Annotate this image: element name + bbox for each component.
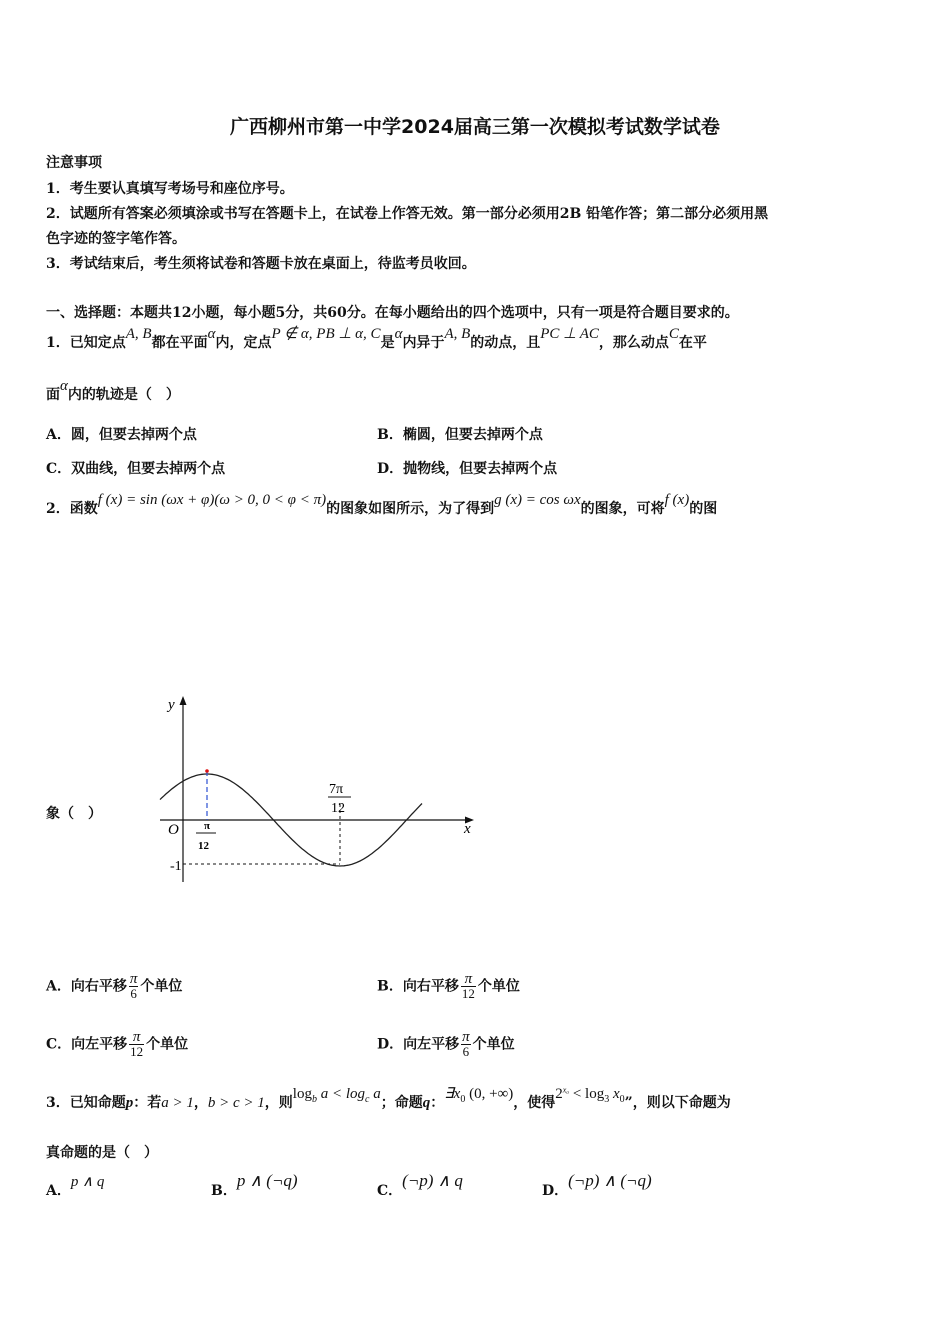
math-c: C	[668, 326, 679, 342]
question-3-line-1: 3．已知命题p：若a > 1，b > c > 1，则$\log_b a < \log_c a$；命题q：$\exists x_0$ (0, +∞)，使得$2^{x_0} < \log_3 x_0$”，则以下命题为	[46, 1085, 731, 1111]
math-option-c: (¬p) ∧ q	[402, 1171, 463, 1190]
q1-option-b: B．椭圆，但要去掉两个点	[377, 427, 543, 443]
math-ab: A, B	[444, 326, 471, 342]
section-heading: 一、选择题：本题共12小题，每小题5分，共60分。在每小题给出的四个选项中，只有一项是符合题目要求的。	[46, 305, 739, 321]
math-alpha: α	[60, 378, 68, 394]
exam-title: 广西柳州市第一中学2024届高三第一次模拟考试数学试卷	[230, 116, 720, 138]
fraction-pi-6: $\frac{\pi}{6}$	[462, 1029, 470, 1059]
origin-label: O	[168, 822, 179, 838]
math-option-a: p ∧ q	[70, 1174, 105, 1190]
question-1-line-2: 面α内的轨迹是（ ）	[46, 378, 180, 403]
notice-item-1: 1．考生要认真填写考场号和座位序号。	[46, 181, 294, 197]
math-alpha: α	[207, 326, 216, 342]
q3-option-b: B．p ∧ (¬q)	[211, 1171, 298, 1199]
notice-item-2: 2．试题所有答案必须填涂或书写在答题卡上，在试卷上作答无效。第一部分必须用2B 铅笔作答；第二部分必须用黑	[46, 206, 769, 222]
notice-item-2-cont: 色字迹的签字笔作答。	[46, 231, 186, 247]
question-2-line-1: 2．函数f (x) = sin (ωx + φ)(ω > 0, 0 < φ < π)的图象如图所示，为了得到g (x) = cos ωx的图象，可将f (x)的图	[46, 492, 718, 517]
q1-option-c: C．双曲线，但要去掉两个点	[46, 461, 226, 477]
q3-option-d: D．(¬p) ∧ (¬q)	[542, 1171, 652, 1199]
math-alpha: α	[394, 326, 403, 342]
tick-pi12-num: π	[204, 820, 211, 832]
fraction-pi-6: $\frac{\pi}{6}$	[129, 971, 138, 1001]
q2-option-d: D．向左平移 $\frac{\pi}{6}$ 个单位	[377, 1029, 515, 1059]
math-ab: A, B	[125, 326, 152, 342]
q1-option-d: D．抛物线，但要去掉两个点	[377, 461, 558, 477]
math-log-inequality: $\log_b a < \log_c a$	[292, 1086, 381, 1105]
q3-option-c: C．(¬p) ∧ q	[377, 1171, 463, 1199]
q3-option-a: A．p ∧ q	[46, 1174, 105, 1199]
notice-item-3: 3．考试结束后，考生须将试卷和答题卡放在桌面上，待监考员收回。	[46, 256, 476, 272]
tick-pi12-den: 12	[198, 840, 209, 852]
question-1-line-1: 1．已知定点A, B都在平面α内，定点P ∉ α, PB ⊥ α, C是α内异于A, B的动点，且PC ⊥ AC，那么动点C在平	[46, 326, 707, 351]
q2-option-c: C．向左平移 $\frac{\pi}{12}$ 个单位	[46, 1029, 189, 1059]
y-axis-arrow	[180, 696, 187, 705]
tick-neg1-label: -1	[170, 859, 182, 874]
sine-graph	[150, 690, 490, 890]
fraction-pi-12: $\frac{\pi}{12}$	[461, 971, 475, 1001]
math-option-d: (¬p) ∧ (¬q)	[568, 1171, 652, 1190]
notice-heading: 注意事项	[46, 155, 102, 171]
math-q: q	[422, 1095, 431, 1111]
question-3-line-2: 真命题的是（ ）	[46, 1145, 158, 1161]
fraction-pi-12: $\frac{\pi}{12}$	[130, 1029, 144, 1059]
max-point-marker	[205, 769, 209, 773]
tick-7pi12-den: 12	[331, 801, 345, 816]
math-option-b: p ∧ (¬q)	[236, 1171, 298, 1190]
tick-7pi12-num: 7π	[329, 782, 344, 797]
math-p-condition: P ∉ α, PB ⊥ α, C	[271, 326, 381, 342]
math-p: p	[125, 1095, 134, 1111]
y-axis-label: y	[168, 697, 175, 713]
q1-option-a: A．圆，但要去掉两个点	[46, 427, 197, 443]
math-fx: f (x)	[664, 492, 690, 508]
math-exists-x0: $\exists x_0$ (0, +∞)	[444, 1086, 514, 1105]
math-a-gt-1: a > 1	[161, 1095, 194, 1111]
math-fx-definition: f (x) = sin (ωx + φ)(ω > 0, 0 < φ < π)	[97, 492, 327, 508]
q2-option-b: B．向右平移 $\frac{\pi}{12}$ 个单位	[377, 971, 520, 1001]
math-exp-inequality: $2^{x_0} < \log_3 x_0$	[555, 1085, 625, 1105]
math-pc-perp-ac: PC ⊥ AC	[540, 326, 599, 342]
question-2-line-2: 象（ ）	[46, 806, 102, 822]
math-gx: g (x) = cos ωx	[494, 492, 581, 508]
x-axis-label: x	[464, 821, 471, 837]
q2-option-a: A．向右平移 $\frac{\pi}{6}$ 个单位	[46, 971, 183, 1001]
math-b-gt-c-gt-1: b > c > 1	[207, 1095, 265, 1111]
